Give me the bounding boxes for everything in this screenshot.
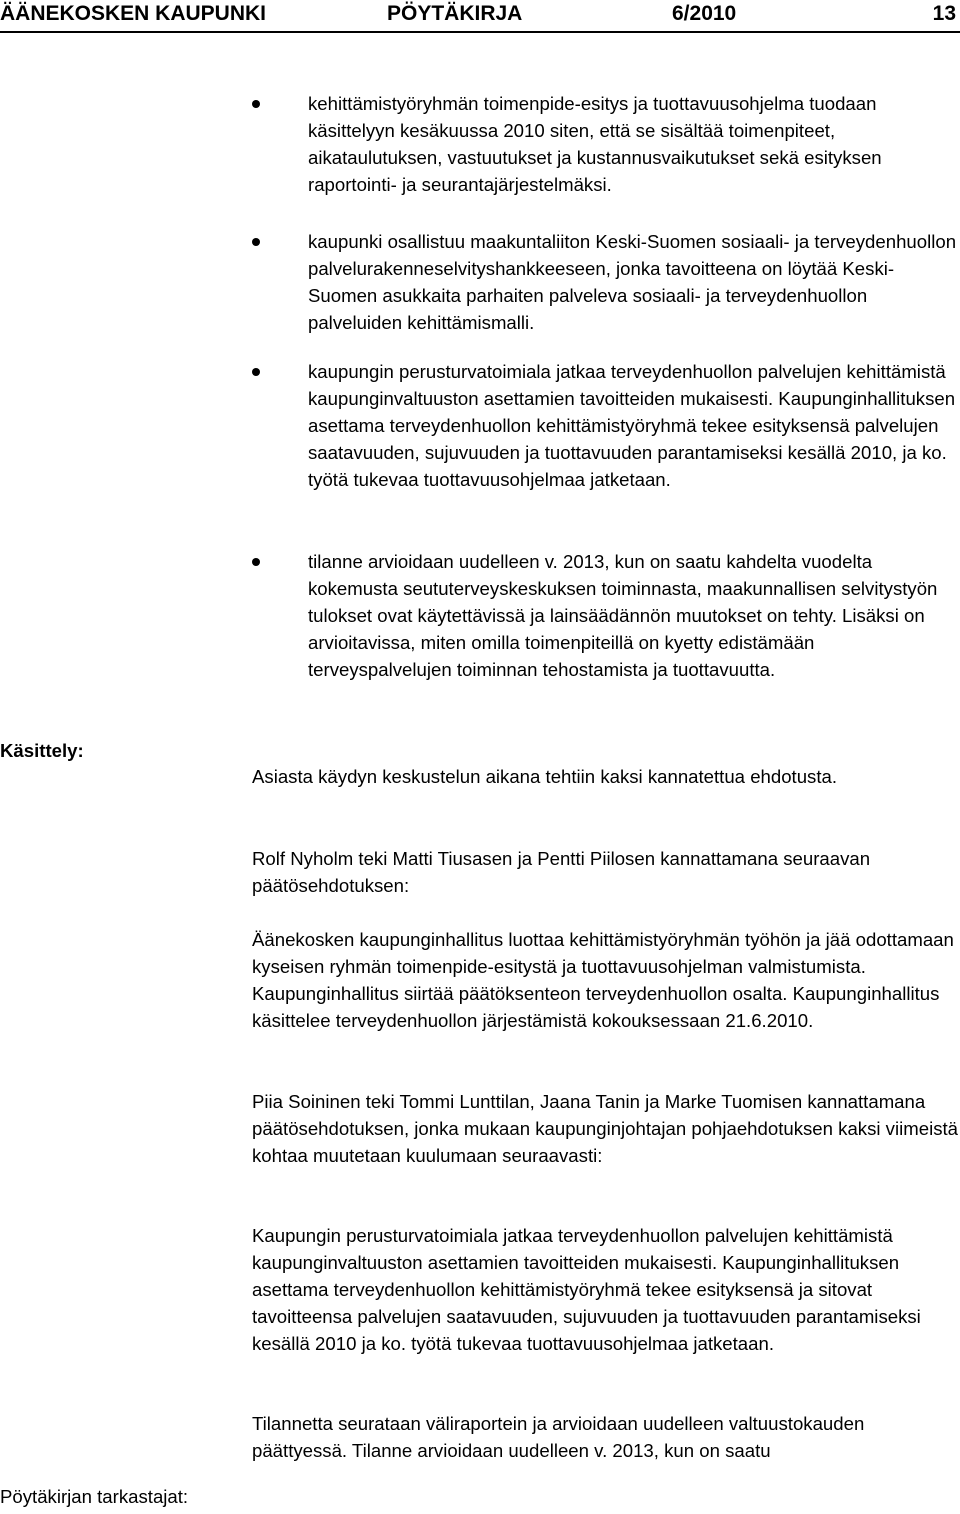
bullet-icon [252,368,260,376]
document-type: PÖYTÄKIRJA [387,2,523,25]
bullet-icon [252,100,260,108]
page-header [0,0,960,32]
bullet-icon [252,238,260,246]
paragraph: Piia Soininen teki Tommi Lunttilan, Jaana Tanin ja Marke Tuomisen kannattamana päätösehdotuksen, jonka mukaan kaupunginjohtajan pohjaehdotuksen kaksi viimeistä kohtaa muutetaan kuulumaan seuraavasti: [252,1091,959,1166]
paragraph: Tilannetta seurataan väliraportein ja arvioidaan uudelleen valtuustokauden päättyessä. Tilanne arvioidaan uudelleen v. 2013, kun on saatu [252,1413,865,1461]
list-item: kehittämistyöryhmän toimenpide-esitys ja tuottavuusohjelma tuodaan käsittelyyn kesäkuussa 2010 siten, että se sisältää toimenpiteet, aikataulutuksen, vastuutukset ja kustannusvaikutukset sekä esityksen raportointi- ja seurantajärjestelmäksi. [308,93,882,195]
bullet-icon [252,558,260,566]
list-item: kaupungin perusturvatoimiala jatkaa terveydenhuollon palvelujen kehittämistä kaupunginvaltuuston asettamien tavoitteiden mukaisesti. Kaupunginhallituksen asettama terveydenhuollon kehittämistyöryhmä tekee esityksensä palvelujen saatavuuden, sujuvuuden ja tuottavuuden parantamiseksi kesällä 2010, ja ko. työtä tukevaa tuottavuusohjelmaa jatketaan. [308,361,956,490]
paragraph: Kaupungin perusturvatoimiala jatkaa terveydenhuollon palvelujen kehittämistä kaupunginvaltuuston asettamien tavoitteiden mukaisesti. Kaupunginhallituksen asettama terveydenhuollon kehittämistyöryhmä tekee esityksensä ja sitovat tavoitteensa palvelujen saatavuuden, sujuvuuden ja tuottavuuden parantamiseksi kesällä 2010 ja ko. työtä tukevaa tuottavuusohjelmaa jatketaan. [252,1225,921,1354]
section-label-kasittely: Käsittely: [0,740,84,761]
paragraph: Rolf Nyholm teki Matti Tiusasen ja Pentti Piilosen kannattamana seuraavan päätösehdotuksen: [252,848,871,896]
list-item: kaupunki osallistuu maakuntaliiton Keski-Suomen sosiaali- ja terveydenhuollon palvelurakenneselvityshankkeeseen, jonka tavoitteena on löytää Keski-Suomen asukkaita parhaiten palveleva sosiaali- ja terveydenhuollon palveluiden kehittämismalli. [308,231,957,333]
footer-label-tarkastajat: Pöytäkirjan tarkastajat: [0,1486,189,1507]
list-item: tilanne arvioidaan uudelleen v. 2013, kun on saatu kahdelta vuodelta kokemusta seututerveyskeskuksen toiminnasta, maakunnallisen selvitystyön tulokset ovat käytettävissä ja lainsäädännön muutokset on tehty. Lisäksi on arvioitavissa, miten omilla toimenpiteillä on kyetty edistämään terveyspalvelujen toiminnan tehostamista ja tuottavuutta. [308,551,938,680]
paragraph: Äänekosken kaupunginhallitus luottaa kehittämistyöryhmän työhön ja jää odottamaan kyseisen ryhmän toimenpide-esitystä ja tuottavuusohjelman valmistumista. Kaupunginhallitus siirtää päätöksenteon terveydenhuollon osalta. Kaupunginhallitus käsittelee terveydenhuollon järjestämistä kokouksessaan 21.6.2010. [252,929,954,1031]
header-divider [0,31,960,33]
issue-number: 6/2010 [672,2,737,25]
page-number: 13 [932,2,956,25]
paragraph: Asiasta käydyn keskustelun aikana tehtiin kaksi kannatettua ehdotusta. [252,766,838,787]
organization-name: ÄÄNEKOSKEN KAUPUNKI [0,2,267,25]
